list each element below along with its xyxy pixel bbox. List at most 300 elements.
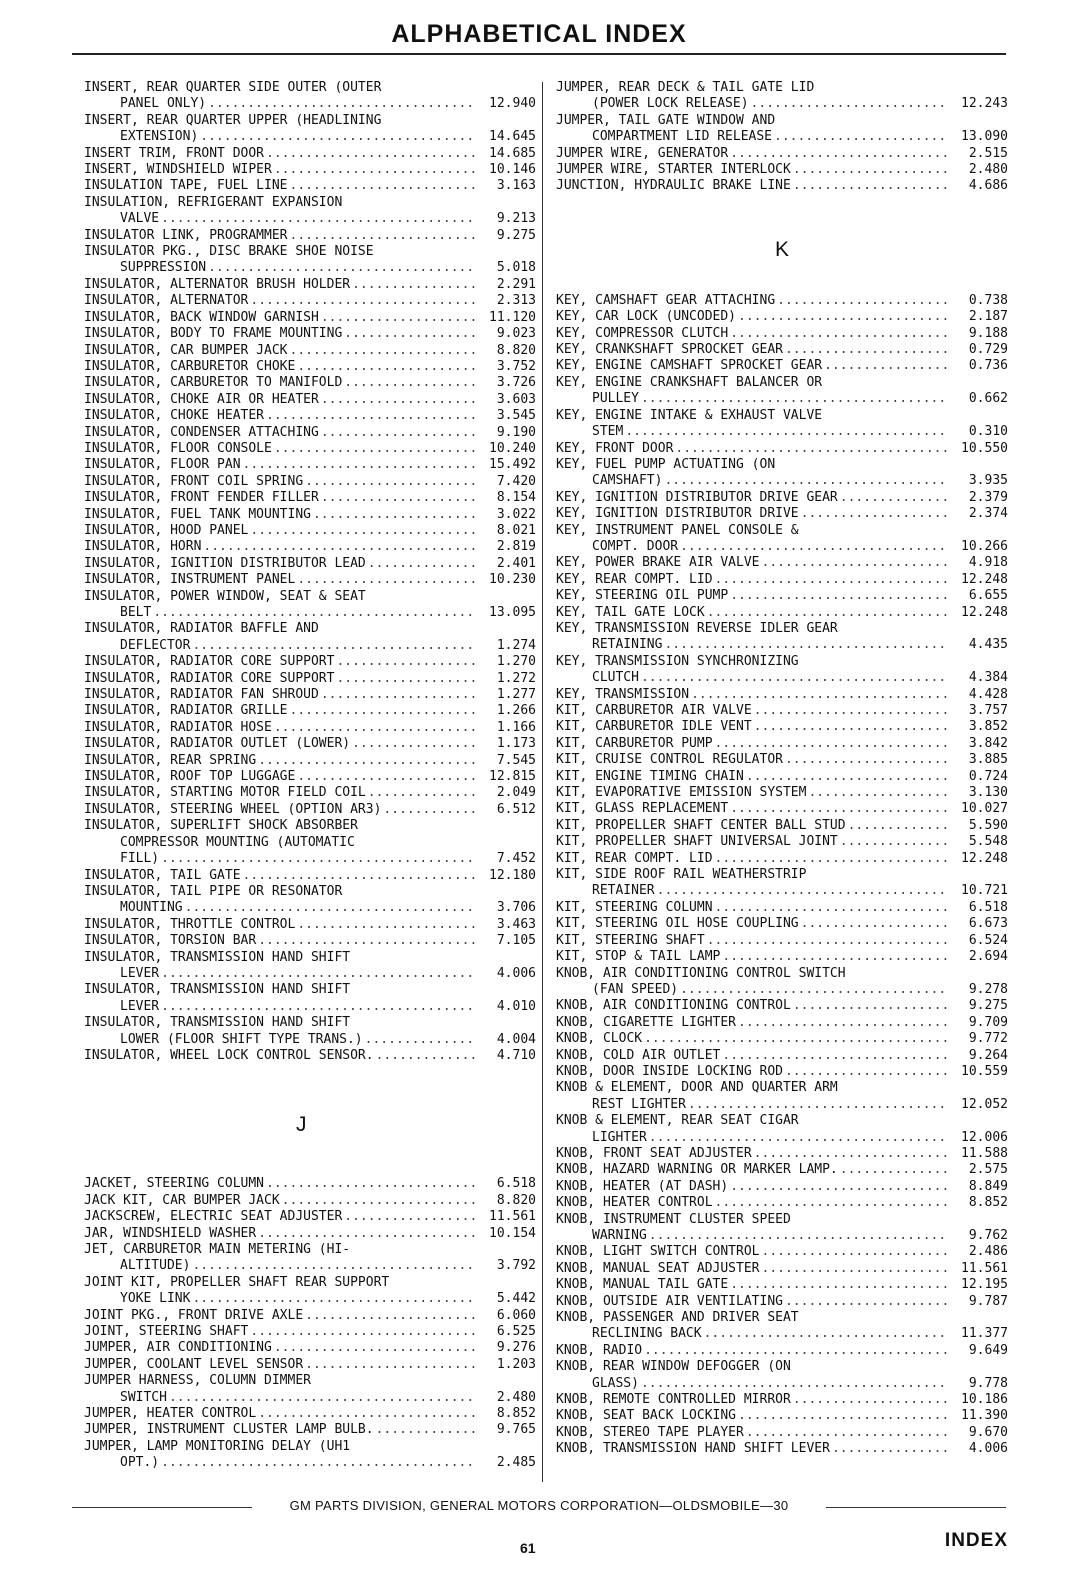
dot-leader <box>793 998 948 1014</box>
entry-line: WARNING <box>592 1228 647 1243</box>
entry-line: INSULATOR, REAR SPRING <box>84 752 257 768</box>
dot-leader <box>344 1209 476 1225</box>
dot-leader <box>344 375 476 391</box>
index-entry <box>84 523 536 539</box>
index-entry <box>556 1179 1008 1195</box>
dot-leader <box>313 507 476 523</box>
index-entry <box>84 474 536 490</box>
entry-page-ref: 8.154 <box>496 490 536 506</box>
entry-line: INSULATOR, FRONT FENDER FILLER <box>84 490 319 506</box>
entry-line: KIT, CRUISE CONTROL REGULATOR <box>556 752 783 768</box>
entry-page-ref: 3.885 <box>968 752 1008 768</box>
entry-line: GLASS) <box>592 1375 639 1391</box>
index-entry <box>556 1080 1008 1113</box>
index-entry <box>556 769 1008 785</box>
index-entry <box>556 80 1008 113</box>
index-entry <box>84 1439 536 1472</box>
entry-description <box>84 1373 478 1406</box>
entry-page-ref: 12.243 <box>961 96 1008 112</box>
entry-line: FILL) <box>120 851 160 867</box>
entry-description <box>84 917 478 933</box>
dot-leader <box>824 358 948 374</box>
index-entry <box>84 703 536 719</box>
entry-description <box>84 556 478 572</box>
entry-page-ref: 3.603 <box>496 391 536 407</box>
dot-leader <box>290 228 477 244</box>
entry-page-ref: 12.248 <box>961 571 1008 587</box>
entry-line: COMPT. DOOR <box>592 538 679 554</box>
dot-leader <box>200 129 476 145</box>
entry-line: KNOB, AIR CONDITIONING CONTROL SWITCH <box>556 965 846 981</box>
entry-description <box>556 162 950 178</box>
index-entry <box>84 1193 536 1209</box>
entry-page-ref: 9.188 <box>968 325 1008 341</box>
entry-description <box>84 539 478 555</box>
entry-description <box>556 358 950 374</box>
entry-page-ref: 2.187 <box>968 309 1008 325</box>
entry-page-ref: 11.561 <box>961 1260 1008 1276</box>
entry-description <box>556 1195 950 1211</box>
dot-leader <box>785 1294 948 1310</box>
dot-leader <box>250 1324 476 1340</box>
index-entry <box>84 1048 536 1064</box>
entry-line: INSULATOR, POWER WINDOW, SEAT & SEAT <box>84 588 366 604</box>
entry-description <box>84 720 478 736</box>
entry-line: KIT, REAR COMPT. LID <box>556 850 713 866</box>
dot-leader <box>738 1408 948 1424</box>
entry-line: INSULATOR, CARBURETOR TO MANIFOLD <box>84 375 343 391</box>
entry-page-ref: 12.006 <box>961 1129 1008 1145</box>
dot-leader <box>383 802 476 818</box>
dot-leader <box>203 539 476 555</box>
index-entry <box>556 933 1008 949</box>
entry-line: KEY, TRANSMISSION REVERSE IDLER GEAR <box>556 620 838 636</box>
entry-line: KEY, INSTRUMENT PANEL CONSOLE & <box>556 522 799 538</box>
header-rule <box>72 53 1006 55</box>
index-entry <box>556 1277 1008 1293</box>
dot-leader <box>274 720 476 736</box>
entry-description <box>556 506 950 522</box>
entry-description <box>556 1179 950 1195</box>
entry-line: JOINT KIT, PROPELLER SHAFT REAR SUPPORT <box>84 1274 390 1290</box>
index-entry <box>84 490 536 506</box>
dot-leader <box>730 146 948 162</box>
entry-line: INSULATOR, CAR BUMPER JACK <box>84 342 288 358</box>
entry-page-ref: 2.694 <box>968 949 1008 965</box>
index-entry <box>84 736 536 752</box>
entry-line: KEY, POWER BRAKE AIR VALVE <box>556 555 760 571</box>
entry-description <box>556 867 950 900</box>
entry-line: KIT, GLASS REPLACEMENT <box>556 801 729 817</box>
entry-page-ref: 7.105 <box>496 933 536 949</box>
dot-leader <box>754 1146 948 1162</box>
entry-description <box>84 425 478 441</box>
entry-description <box>84 982 478 1015</box>
entry-page-ref: 9.275 <box>968 998 1008 1014</box>
index-entry <box>84 1340 536 1356</box>
entry-line: KNOB, TRANSMISSION HAND SHIFT LEVER <box>556 1441 830 1457</box>
entry-line: INSULATOR, TAIL PIPE OR RESONATOR <box>84 883 343 899</box>
entry-page-ref: 12.248 <box>961 604 1008 620</box>
entry-line: KNOB, COLD AIR OUTLET <box>556 1047 721 1063</box>
entry-description <box>556 834 950 850</box>
entry-page-ref: 2.379 <box>968 489 1008 505</box>
dot-leader <box>730 588 948 604</box>
entry-description <box>84 474 478 490</box>
entry-line: KEY, IGNITION DISTRIBUTOR DRIVE <box>556 506 799 522</box>
index-entry <box>556 1441 1008 1457</box>
entry-line: LEVER <box>120 998 160 1014</box>
entry-line: RECLINING BACK <box>592 1326 702 1342</box>
index-entry <box>84 310 536 326</box>
entry-line: KEY, CAMSHAFT GEAR ATTACHING <box>556 292 776 308</box>
dot-leader <box>153 605 476 621</box>
entry-page-ref: 9.778 <box>968 1375 1008 1391</box>
entry-description <box>556 342 950 358</box>
entry-line: KEY, STEERING OIL PUMP <box>556 588 729 604</box>
entry-line: JACKSCREW, ELECTRIC SEAT ADJUSTER <box>84 1209 343 1225</box>
index-entry <box>84 802 536 818</box>
index-entry <box>556 441 1008 457</box>
entry-line: KIT, STEERING COLUMN <box>556 899 713 915</box>
entry-page-ref: 6.518 <box>968 899 1008 915</box>
dot-leader <box>649 1130 948 1146</box>
entry-line: INSULATOR, CHOKE AIR OR HEATER <box>84 391 319 407</box>
index-entry <box>556 900 1008 916</box>
entry-line: (POWER LOCK RELEASE) <box>592 96 749 112</box>
entry-description <box>84 572 478 588</box>
index-entry <box>84 441 536 457</box>
entry-line: PANEL ONLY) <box>120 96 207 112</box>
dot-leader <box>266 408 476 424</box>
dot-leader <box>321 310 476 326</box>
entry-line: JUMPER WIRE, GENERATOR <box>556 145 729 161</box>
entry-page-ref: 4.686 <box>968 178 1008 194</box>
dot-leader <box>297 572 476 588</box>
entry-line: KEY, ENGINE CRANKSHAFT BALANCER OR <box>556 374 823 390</box>
index-entry <box>556 998 1008 1014</box>
entry-description <box>556 1212 950 1245</box>
entry-page-ref: 3.792 <box>496 1258 536 1274</box>
index-entry <box>556 408 1008 441</box>
index-entry <box>556 1195 1008 1211</box>
entry-line: INSERT TRIM, FRONT DOOR <box>84 145 265 161</box>
entry-description <box>84 178 478 194</box>
entry-line: INSULATOR, HORN <box>84 539 202 555</box>
entry-description <box>556 916 950 932</box>
dot-leader <box>169 1390 476 1406</box>
entry-page-ref: 12.248 <box>961 850 1008 866</box>
entry-description <box>84 310 478 326</box>
index-column-left <box>84 80 536 1472</box>
entry-line: INSULATOR PKG., DISC BRAKE SHOE NOISE <box>84 244 374 260</box>
entry-line: INSULATOR, INSTRUMENT PANEL <box>84 572 296 588</box>
page-number: 61 <box>520 1540 536 1556</box>
entry-line: KIT, STEERING SHAFT <box>556 932 705 948</box>
entry-description <box>556 966 950 999</box>
entry-line: JUNCTION, HYDRAULIC BRAKE LINE <box>556 178 791 194</box>
entry-description <box>556 326 950 342</box>
entry-page-ref: 3.706 <box>496 900 536 916</box>
entry-page-ref: 9.762 <box>968 1228 1008 1243</box>
entry-line: KEY, ENGINE INTAKE & EXHAUST VALVE <box>556 407 823 423</box>
entry-page-ref: 6.060 <box>496 1307 536 1323</box>
entry-description <box>84 621 478 654</box>
index-entry <box>556 1392 1008 1408</box>
index-entry <box>556 818 1008 834</box>
dot-leader <box>785 752 948 768</box>
dot-leader <box>297 917 476 933</box>
index-entry <box>84 769 536 785</box>
entry-description <box>84 195 478 228</box>
entry-page-ref: 5.548 <box>968 834 1008 850</box>
entry-page-ref: 9.772 <box>968 1031 1008 1047</box>
entry-page-ref: 14.645 <box>489 129 536 145</box>
entry-line: KNOB, LIGHT SWITCH CONTROL <box>556 1244 760 1260</box>
dot-leader <box>688 1097 948 1113</box>
entry-page-ref: 4.010 <box>496 998 536 1014</box>
dot-leader <box>715 572 948 588</box>
index-entry <box>84 195 536 228</box>
entry-page-ref: 3.752 <box>496 358 536 374</box>
entry-line: KIT, PROPELLER SHAFT CENTER BALL STUD <box>556 817 846 833</box>
entry-line: MOUNTING <box>120 900 183 916</box>
dot-leader <box>368 556 476 572</box>
entry-line: INSULATOR, TRANSMISSION HAND SHIFT <box>84 1015 351 1031</box>
entry-page-ref: 9.649 <box>968 1342 1008 1358</box>
entry-description <box>556 1113 950 1146</box>
dot-leader <box>738 1015 948 1031</box>
index-entry <box>556 523 1008 556</box>
entry-line: KNOB, HAZARD WARNING OR MARKER LAMP. <box>556 1162 838 1178</box>
dot-leader <box>250 293 476 309</box>
entry-description <box>84 1242 478 1275</box>
entry-page-ref: 13.095 <box>489 605 536 620</box>
index-entry <box>556 1294 1008 1310</box>
entry-line: INSULATOR, RADIATOR HOSE <box>84 719 272 735</box>
index-entry <box>556 506 1008 522</box>
entry-line: KNOB, CLOCK <box>556 1031 643 1047</box>
entry-page-ref: 5.590 <box>968 817 1008 833</box>
index-entry <box>556 736 1008 752</box>
entry-line: REST LIGHTER <box>592 1096 686 1112</box>
entry-line: KEY, FRONT DOOR <box>556 440 674 456</box>
entry-description <box>84 1015 478 1048</box>
entry-page-ref: 11.120 <box>489 309 536 325</box>
entry-line: JUMPER, HEATER CONTROL <box>84 1406 257 1422</box>
index-entry <box>84 408 536 424</box>
entry-line: KNOB, HEATER (AT DASH) <box>556 1178 729 1194</box>
index-entry <box>556 1408 1008 1424</box>
dot-leader <box>641 391 948 407</box>
dot-leader <box>321 490 476 506</box>
entry-page-ref: 11.377 <box>961 1326 1008 1342</box>
entry-line: INSULATOR, FUEL TANK MOUNTING <box>84 506 311 522</box>
entry-description <box>556 719 950 735</box>
entry-description <box>84 868 478 884</box>
index-entry <box>84 343 536 359</box>
entry-line: KNOB, FRONT SEAT ADJUSTER <box>556 1145 752 1161</box>
entry-page-ref: 2.515 <box>968 145 1008 161</box>
entry-page-ref: 2.291 <box>496 276 536 292</box>
index-entry <box>556 949 1008 965</box>
entry-description <box>84 1340 478 1356</box>
entry-description <box>84 244 478 277</box>
entry-line: KIT, STOP & TAIL LAMP <box>556 949 721 965</box>
dot-leader <box>352 277 476 293</box>
entry-line: INSULATOR, FRONT COIL SPRING <box>84 473 304 489</box>
index-entry <box>556 785 1008 801</box>
entry-line: KNOB, MANUAL SEAT ADJUSTER <box>556 1260 760 1276</box>
index-entry <box>556 834 1008 850</box>
entry-description <box>556 1080 950 1113</box>
index-entry <box>84 1422 536 1438</box>
entry-description <box>84 162 478 178</box>
entry-line: ALTITUDE) <box>120 1258 191 1274</box>
entry-description <box>556 1359 950 1392</box>
entry-line: LOWER (FLOOR SHIFT TYPE TRANS.) <box>120 1031 363 1047</box>
entry-line: KIT, PROPELLER SHAFT UNIVERSAL JOINT <box>556 834 838 850</box>
entry-line: INSULATOR, ALTERNATOR BRUSH HOLDER <box>84 276 351 292</box>
entry-description <box>84 687 478 703</box>
entry-description <box>556 1048 950 1064</box>
index-entry <box>556 1048 1008 1064</box>
index-entry <box>84 621 536 654</box>
entry-description <box>556 949 950 965</box>
entry-description <box>556 309 950 325</box>
dot-leader <box>754 703 948 719</box>
entry-line: COMPARTMENT LID RELEASE <box>592 129 773 145</box>
entry-description <box>556 1277 950 1293</box>
index-entry <box>84 1209 536 1225</box>
index-entry <box>556 1425 1008 1441</box>
entry-page-ref: 2.049 <box>496 785 536 801</box>
entry-description <box>84 589 478 622</box>
index-entry <box>84 654 536 670</box>
dot-leader <box>305 474 476 490</box>
entry-page-ref: 3.852 <box>968 719 1008 735</box>
index-entry <box>556 1310 1008 1343</box>
index-entry <box>556 309 1008 325</box>
index-entry <box>556 966 1008 999</box>
dot-leader <box>730 326 948 342</box>
dot-leader <box>644 1031 948 1047</box>
dot-leader <box>344 326 476 342</box>
dot-leader <box>161 999 476 1015</box>
entry-page-ref: 4.384 <box>968 670 1008 686</box>
entry-line: KNOB, HEATER CONTROL <box>556 1195 713 1211</box>
index-entry <box>556 326 1008 342</box>
entry-description <box>84 802 478 818</box>
entry-line: INSULATOR, RADIATOR BAFFLE AND <box>84 621 319 637</box>
dot-leader <box>848 818 948 834</box>
index-entry <box>84 884 536 917</box>
entry-page-ref: 10.266 <box>961 538 1008 554</box>
entry-description <box>84 392 478 408</box>
index-entry <box>556 719 1008 735</box>
entry-line: INSERT, WINDSHIELD WIPER <box>84 162 272 178</box>
entry-page-ref: 8.852 <box>968 1195 1008 1211</box>
index-entry <box>84 277 536 293</box>
dot-leader <box>715 900 948 916</box>
entry-description <box>84 1226 478 1242</box>
entry-page-ref: 15.492 <box>489 457 536 473</box>
entry-page-ref: 2.819 <box>496 539 536 555</box>
dot-leader <box>722 949 948 965</box>
index-entry <box>84 178 536 194</box>
dot-leader <box>715 851 948 867</box>
dot-leader <box>680 982 948 998</box>
entry-page-ref: 9.213 <box>496 211 536 227</box>
entry-line: KNOB, INSTRUMENT CLUSTER SPEED <box>556 1211 791 1227</box>
dot-leader <box>680 539 948 555</box>
entry-page-ref: 12.052 <box>961 1096 1008 1112</box>
dot-leader <box>793 1392 948 1408</box>
entry-page-ref: 0.662 <box>968 391 1008 407</box>
dot-leader <box>801 916 948 932</box>
entry-page-ref: 14.685 <box>489 145 536 161</box>
entry-description <box>84 80 478 113</box>
entry-page-ref: 12.940 <box>489 96 536 112</box>
entry-page-ref: 4.006 <box>968 1441 1008 1457</box>
entry-line: INSULATOR, RADIATOR FAN SHROUD <box>84 687 319 703</box>
entry-description <box>84 1406 478 1422</box>
dot-leader <box>832 1441 948 1457</box>
dot-leader <box>258 753 476 769</box>
index-entry <box>556 1113 1008 1146</box>
dot-leader <box>161 851 476 867</box>
entry-description <box>556 703 950 719</box>
entry-line: JACK KIT, CAR BUMPER JACK <box>84 1192 280 1208</box>
index-entry <box>84 687 536 703</box>
entry-page-ref: 4.004 <box>496 1031 536 1047</box>
entry-line: KIT, STEERING OIL HOSE COUPLING <box>556 916 799 932</box>
entry-line: INSULATOR, RADIATOR CORE SUPPORT <box>84 654 335 670</box>
entry-line: INSULATOR, TRANSMISSION HAND SHIFT <box>84 949 351 965</box>
dot-leader <box>641 670 948 686</box>
index-entry <box>556 851 1008 867</box>
index-entry <box>84 293 536 309</box>
entry-description <box>556 523 950 556</box>
entry-description <box>84 277 478 293</box>
entry-line: KNOB, SEAT BACK LOCKING <box>556 1408 737 1424</box>
dot-leader <box>762 1261 949 1277</box>
entry-line: JUMPER WIRE, STARTER INTERLOCK <box>556 162 791 178</box>
entry-line: JET, CARBURETOR MAIN METERING (HI- <box>84 1242 351 1257</box>
entry-page-ref: 6.655 <box>968 588 1008 604</box>
section-label: INDEX <box>944 1530 1008 1551</box>
entry-description <box>84 1324 478 1340</box>
entry-line: KNOB & ELEMENT, DOOR AND QUARTER ARM <box>556 1080 838 1096</box>
dot-leader <box>243 457 476 473</box>
entry-description <box>84 950 478 983</box>
entry-page-ref: 9.264 <box>968 1047 1008 1063</box>
entry-line: KEY, CRANKSHAFT SPROCKET GEAR <box>556 342 783 358</box>
index-entry <box>84 950 536 983</box>
entry-line: OPT.) <box>120 1455 160 1471</box>
dot-leader <box>321 687 476 703</box>
index-entry <box>556 555 1008 571</box>
index-entry <box>84 392 536 408</box>
dot-leader <box>675 441 948 457</box>
entry-description <box>556 801 950 817</box>
entry-page-ref: 0.738 <box>968 292 1008 308</box>
entry-line: LIGHTER <box>592 1129 647 1145</box>
index-entry <box>84 80 536 113</box>
entry-page-ref: 6.512 <box>496 801 536 817</box>
entry-line: KNOB, AIR CONDITIONING CONTROL <box>556 998 791 1014</box>
entry-line: INSULATOR, TORSION BAR <box>84 933 257 949</box>
